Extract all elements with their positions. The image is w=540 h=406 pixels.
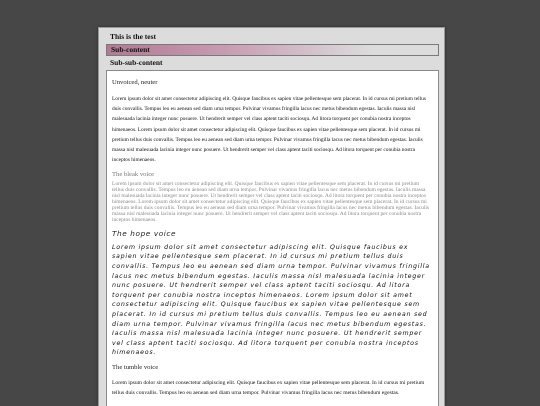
content-panel[interactable] xyxy=(106,70,439,406)
content-inner xyxy=(112,78,430,398)
bleak-paragraph: Lorem ipsum dolor sit amet consectetur adipiscing elit. Quisque faucibus ex sapien vitae pellentesque sem placerat. In id cursus mi pretium tellus duis convallis. Tempus leo eu aenean sed diam urna tempor. Pulvinar vivamus fringilla lacus nec metus bibendum egestas. Iaculis massa nisl malesuada lacinia integer nunc posuere. Ut hendrerit semper vel class aptent taciti sociosqu. Ad litora torquent per conubia nostra inceptos himenaeos. Lorem ipsum dolor sit amet consectetur adipiscing elit. Quisque faucibus ex sapien vitae pellentesque sem placerat. In id cursus mi pretium tellus duis convallis. Tempus leo eu aenean sed diam urna tempor. Pulvinar vivamus fringilla lacus nec metus bibendum egestas. Iaculis massa nisl malesuada lacinia integer nunc posuere. Ut hendrerit semper vel class aptent taciti sociosqu. Ad litora torquent per conubia nostra inceptos himenaeos. xyxy=(112,181,430,223)
breadcrumb-level-3[interactable]: Sub-sub-content xyxy=(110,58,163,67)
tumble-paragraph: Lorem ipsum dolor sit amet consectetur adipiscing elit. Quisque faucibus ex sapien vitae pellentesque sem placerat. In id cursus mi pretium tellus duis convallis. Tempus leo eu aenean sed diam urna tempor. Pulvinar vivamus fringilla lacus nec metus bibendum egestas. xyxy=(112,379,425,397)
window xyxy=(98,27,445,406)
breadcrumb-level-1[interactable]: This is the test xyxy=(110,32,157,41)
hope-paragraph: Lorem ipsum dolor sit amet consectetur adipiscing elit. Quisque faucibus ex sapien vitae pellentesque sem placerat. In id cursus mi pretium tellus duis convallis. Tempus leo eu aenean sed diam urna tempor. Pulvinar vivamus fringilla lacus nec metus bibendum egestas. Iaculis massa nisl malesuada lacinia integer nunc posuere. Ut hendrerit semper vel class aptent taciti sociosqu. Ad litora torquent per conubia nostra inceptos himenaeos. Lorem ipsum dolor sit amet consectetur adipiscing elit. Quisque faucibus ex sapien vitae pellentesque sem placerat. In id cursus mi pretium tellus duis convallis. Tempus leo eu aenean sed diam urna tempor. Pulvinar vivamus fringilla lacus nec metus bibendum egestas. Iaculis massa nisl malesuada lacinia integer nunc posuere. Ut hendrerit semper vel class aptent taciti sociosqu. Ad litora torquent per conubia nostra inceptos himenaeos. xyxy=(112,243,430,357)
breadcrumb-level-2-selected[interactable]: Sub-content xyxy=(106,44,439,56)
tumble-heading: The tumble voice xyxy=(112,363,159,371)
unvoiced-heading: Unvoiced, neuter xyxy=(112,79,158,86)
unvoiced-paragraph: Lorem ipsum dolor sit amet consectetur adipiscing elit. Quisque faucibus ex sapien vitae pellentesque sem placerat. In id cursus mi pretium tellus duis convallis. Tempus leo eu aenean sed diam urna tempor. Pulvinar vivamus fringilla lacus nec metus bibendum egestas. Iaculis massa nisl malesuada lacinia integer nunc posuere. Ut hendrerit semper vel class aptent taciti sociosqu. Ad litora torquent per conubia nostra inceptos himenaeos. Lorem ipsum dolor sit amet consectetur adipiscing elit. Quisque faucibus ex sapien vitae pellentesque sem placerat. In id cursus mi pretium tellus duis convallis. Tempus leo eu aenean sed diam urna tempor. Pulvinar vivamus fringilla lacus nec metus bibendum egestas. Iaculis massa nisl malesuada lacinia integer nunc posuere. Ut hendrerit semper vel class aptent taciti sociosqu. Ad litora torquent per conubia nostra inceptos himenaeos. xyxy=(112,96,426,164)
hope-heading: The hope voice xyxy=(112,228,177,238)
bleak-heading: The bleak voice xyxy=(112,171,155,179)
